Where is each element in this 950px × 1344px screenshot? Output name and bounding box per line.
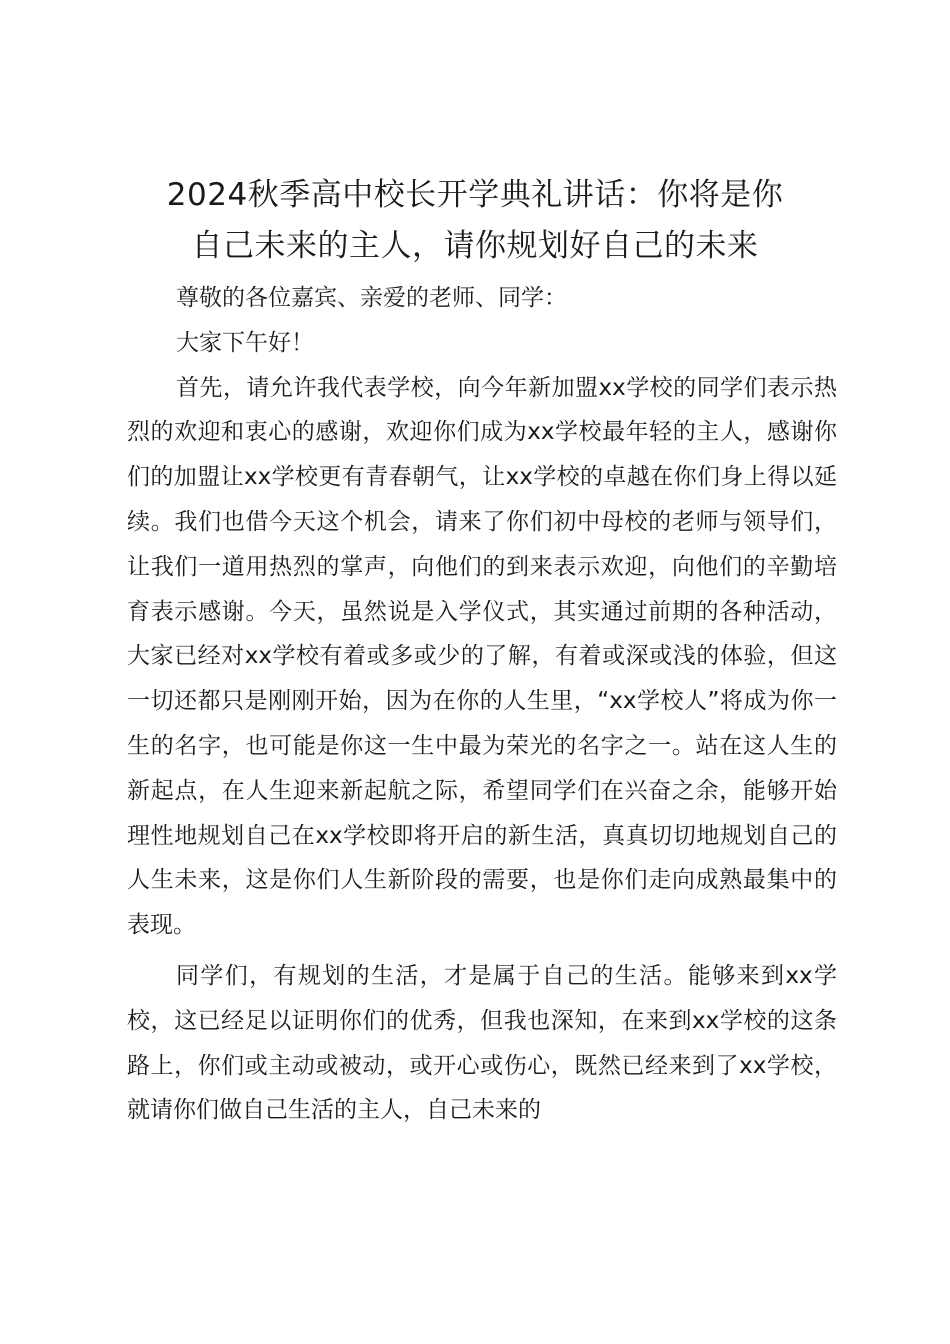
title-line-2: 自己未来的主人，请你规划好自己的未来 (191, 228, 759, 264)
document-title (110, 170, 840, 272)
paragraph-2: 同学们，有规划的生活，才是属于自己的生活。能够来到xx学校，这已经足以证明你们的优秀，但我也深知，在来到xx学校的这条路上，你们或主动或被动，或开心或伤心，既然已经来到了xx学校，就请你们做自己生活的主人，自己未来的 (127, 962, 837, 1124)
greeting: 大家下午好！ (176, 329, 314, 356)
salutation: 尊敬的各位嘉宾、亲爱的老师、同学： (176, 285, 567, 311)
paragraph-1: 首先，请允许我代表学校，向今年新加盟xx学校的同学们表示热烈的欢迎和衷心的感谢，欢迎你们成为xx学校最年轻的主人，感谢你们的加盟让xx学校更有青春朝气，让xx学校的卓越在你们身上得以延续。我们也借今天这个机会，请来了你们初中母校的老师与领导们，让我们一道用热烈的掌声，向他们的到来表示欢迎，向他们的辛勤培育表示感谢。今天，虽然说是入学仪式，其实通过前期的各种活动，大家已经对xx学校有着或多或少的了解，有着或深或浅的体验，但这一切还都只是刚刚开始，因为在你的人生里，“xx学校人”将成为你一生的名字，也可能是你这一生中最为荣光的名字之一。站在这人生的新起点，在人生迎来新起航之际，希望同学们在兴奋之余，能够开始理性地规划自己在xx学校即将开启的新生活，真真切切地规划自己的人生未来，这是你们人生新阶段的需要，也是你们走向成熟最集中的表现。 (127, 374, 837, 939)
document-body (127, 276, 837, 1133)
title-line-1: 2024秋季高中校长开学典礼讲话：你将是你 (166, 177, 784, 213)
